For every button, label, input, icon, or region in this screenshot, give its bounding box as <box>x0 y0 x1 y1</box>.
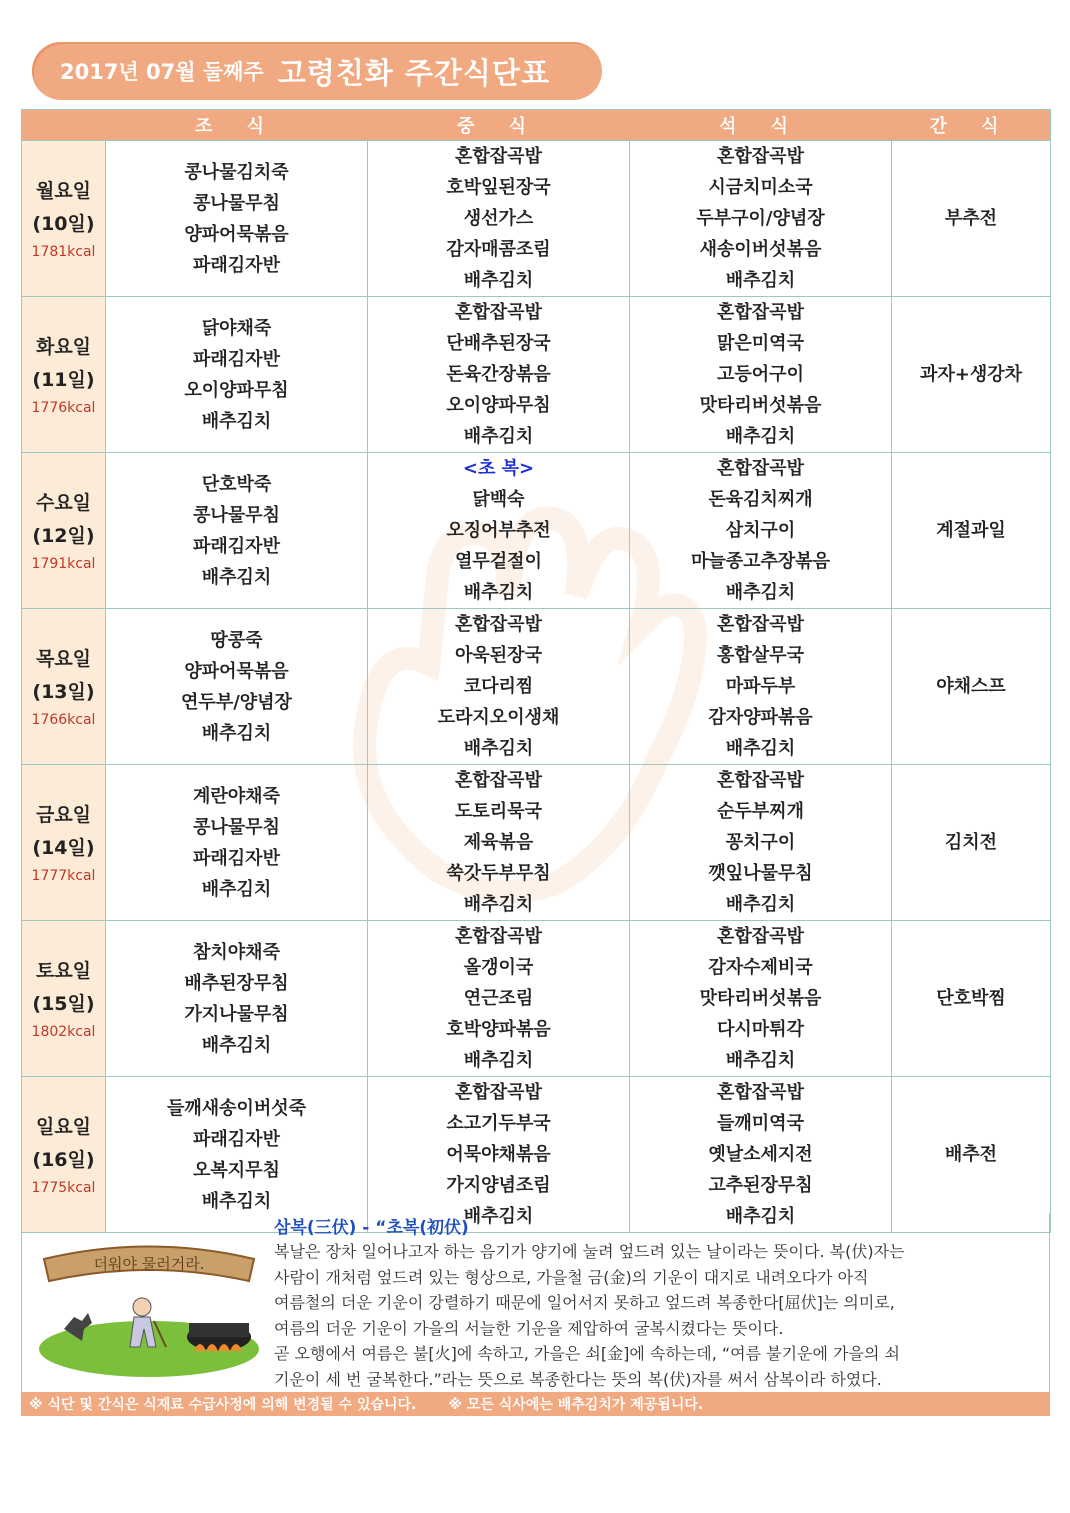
dinner-item: 배추김치 <box>725 738 796 759</box>
snack-cell <box>892 765 1051 921</box>
day-kcal: 1802kcal <box>31 1023 96 1040</box>
dinner-item: 마늘종고추장볶음 <box>690 551 831 572</box>
dinner-cell <box>630 141 892 297</box>
day-row <box>22 1077 1051 1233</box>
lunch-item: 단배추된장국 <box>446 333 551 354</box>
dinner-item: 다시마튀각 <box>717 1019 804 1040</box>
breakfast-item: 파래김자반 <box>193 535 280 557</box>
dinner-item: 배추김치 <box>725 894 796 915</box>
day-cell <box>22 1077 106 1233</box>
day-name: 월요일 <box>35 179 92 202</box>
breakfast-cell <box>106 1077 368 1233</box>
day-kcal: 1777kcal <box>31 867 96 884</box>
snack-cell <box>892 297 1051 453</box>
dinner-item: 들깨미역국 <box>717 1113 804 1134</box>
dinner-item: 맛타리버섯볶음 <box>699 395 822 416</box>
dinner-item: 혼합잡곡밥 <box>717 926 804 947</box>
header-dinner: 석 식 <box>630 110 892 141</box>
dinner-item: 옛날소세지전 <box>708 1144 813 1165</box>
lunch-item: 혼합잡곡밥 <box>455 302 542 323</box>
snack-cell <box>892 609 1051 765</box>
day-date: (12일) <box>32 524 95 547</box>
snack-item: 부추전 <box>944 207 998 229</box>
breakfast-item: 양파어묵볶음 <box>184 660 289 682</box>
note-line: 곧 오행에서 여름은 불[火]에 속하고, 가을은 쇠[金]에 속하는데, “여름 불기운에 가을의 쇠 <box>274 1344 900 1363</box>
lunch-item: 오이양파무침 <box>446 395 551 416</box>
day-cell <box>22 297 106 453</box>
lunch-item: 배추김치 <box>463 426 534 447</box>
day-date: (11일) <box>32 368 95 391</box>
dinner-item: 깻잎나물무침 <box>708 863 813 884</box>
breakfast-cell <box>106 297 368 453</box>
lunch-item: 배추김치 <box>463 270 534 291</box>
lunch-item: 아욱된장국 <box>455 645 542 666</box>
breakfast-item: 연두부/양념장 <box>181 691 292 713</box>
dinner-item: 시금치미소국 <box>708 177 813 198</box>
breakfast-item: 콩나물무침 <box>193 192 280 214</box>
lunch-item: 혼합잡곡밥 <box>455 926 542 947</box>
lunch-item: 혼합잡곡밥 <box>455 1082 542 1103</box>
breakfast-item: 땅콩죽 <box>210 629 263 651</box>
note-paragraph <box>274 1239 1044 1392</box>
dinner-item: 새송이버섯볶음 <box>699 239 822 260</box>
lunch-cell <box>368 141 630 297</box>
lunch-item: 제육볶음 <box>463 832 534 853</box>
breakfast-cell <box>106 921 368 1077</box>
lunch-item: 쑥갓두부무침 <box>446 863 551 884</box>
dinner-item: 배추김치 <box>725 1050 796 1071</box>
day-kcal: 1776kcal <box>31 399 96 416</box>
lunch-item: 혼합잡곡밥 <box>455 770 542 791</box>
lunch-item: 가지양념조림 <box>446 1175 551 1196</box>
day-name: 화요일 <box>35 335 92 358</box>
snack-item: 단호박찜 <box>936 987 1006 1009</box>
lunch-cell <box>368 453 630 609</box>
breakfast-item: 오이양파무침 <box>184 379 289 401</box>
snack-cell <box>892 141 1051 297</box>
day-row <box>22 921 1051 1077</box>
lunch-item: 올갱이국 <box>463 957 534 978</box>
dinner-item: 혼합잡곡밥 <box>717 770 804 791</box>
page-title <box>32 42 602 100</box>
day-row <box>22 609 1051 765</box>
lunch-cell <box>368 1077 630 1233</box>
day-cell <box>22 453 106 609</box>
dinner-item: 꽁치구이 <box>725 832 796 853</box>
dinner-item: 마파두부 <box>725 676 796 697</box>
title-week: 2017년 07월 둘째주 <box>60 60 264 84</box>
day-name: 수요일 <box>35 491 92 514</box>
dinner-item: 혼합잡곡밥 <box>717 1082 804 1103</box>
breakfast-item: 파래김자반 <box>193 1128 280 1150</box>
header-breakfast: 조 식 <box>106 110 368 141</box>
dinner-item: 혼합잡곡밥 <box>717 458 804 479</box>
breakfast-item: 닭야채죽 <box>201 317 272 339</box>
note-line: 사람이 개처럼 엎드려 있는 형상으로, 가을철 금(金)의 기운이 대지로 내려오다가 아직 <box>274 1267 869 1287</box>
dinner-cell <box>630 453 892 609</box>
dinner-item: 순두부찌개 <box>717 801 804 822</box>
lunch-item: 도라지오이생채 <box>437 707 560 728</box>
menu-table <box>21 109 1051 1233</box>
lunch-item: 배추김치 <box>463 894 534 915</box>
day-date: (10일) <box>32 212 95 235</box>
breakfast-item: 콩나물무침 <box>193 504 280 526</box>
dinner-cell <box>630 1077 892 1233</box>
lunch-item: 혼합잡곡밥 <box>455 146 542 167</box>
snack-cell <box>892 453 1051 609</box>
lunch-item: 감자매콤조림 <box>446 239 551 260</box>
breakfast-item: 양파어묵볶음 <box>184 223 289 245</box>
breakfast-cell <box>106 765 368 921</box>
breakfast-item: 파래김자반 <box>193 254 280 276</box>
snack-cell <box>892 921 1051 1077</box>
header-row <box>22 110 1051 141</box>
dinner-item: 삼치구이 <box>725 520 796 541</box>
summer-illustration-icon <box>34 1229 264 1379</box>
breakfast-cell <box>106 453 368 609</box>
lunch-cell <box>368 297 630 453</box>
breakfast-item: 들깨새송이버섯죽 <box>166 1097 307 1119</box>
dinner-item: 배추김치 <box>725 582 796 603</box>
lunch-item: 어묵야채볶음 <box>446 1144 551 1165</box>
lunch-item: 배추김치 <box>463 1050 534 1071</box>
lunch-item: 코다리찜 <box>463 676 534 697</box>
day-row <box>22 765 1051 921</box>
lunch-cell <box>368 765 630 921</box>
day-row <box>22 141 1051 297</box>
lunch-item: 소고기두부국 <box>446 1113 551 1134</box>
day-date: (14일) <box>32 836 95 859</box>
lunch-item: 호박잎된장국 <box>446 177 551 198</box>
dinner-cell <box>630 609 892 765</box>
lunch-item: 생선가스 <box>463 208 534 229</box>
snack-item: 야채스프 <box>936 675 1006 697</box>
title-main: 고령친화 주간식단표 <box>277 55 550 90</box>
lunch-item: 오징어부추전 <box>446 520 551 541</box>
dinner-item: 혼합잡곡밥 <box>717 146 804 167</box>
lunch-item: 연근조림 <box>463 988 534 1009</box>
breakfast-item: 배추된장무침 <box>184 972 289 994</box>
day-cell <box>22 921 106 1077</box>
breakfast-item: 콩나물무침 <box>193 816 280 838</box>
header-snack: 간 식 <box>892 110 1051 141</box>
snack-cell <box>892 1077 1051 1233</box>
day-name: 일요일 <box>35 1115 92 1138</box>
lunch-item: 배추김치 <box>463 582 534 603</box>
lunch-cell <box>368 921 630 1077</box>
dinner-item: 배추김치 <box>725 426 796 447</box>
footer-notice <box>21 1392 1050 1416</box>
dinner-item: 감자양파볶음 <box>708 707 813 728</box>
breakfast-item: 배추김치 <box>201 1190 272 1212</box>
day-date: (16일) <box>32 1148 95 1171</box>
breakfast-item: 배추김치 <box>201 722 272 744</box>
snack-item: 과자+생강차 <box>919 363 1023 385</box>
breakfast-item: 배추김치 <box>201 878 272 900</box>
dinner-item: 홍합살무국 <box>717 645 804 666</box>
breakfast-item: 참치야채죽 <box>193 941 280 963</box>
lunch-item: 도토리묵국 <box>455 801 542 822</box>
note-line: 여름의 더운 기운이 가을의 서늘한 기운을 제압하여 굴복시켰다는 뜻이다. <box>274 1318 784 1338</box>
lunch-item: <초 복> <box>462 458 535 479</box>
note-line: 복날은 장차 일어나고자 하는 음기가 양기에 눌려 엎드려 있는 날이라는 뜻이다. 복(伏)자는 <box>274 1242 905 1261</box>
snack-item: 김치전 <box>944 831 998 853</box>
breakfast-item: 오복지무침 <box>193 1159 280 1181</box>
day-cell <box>22 765 106 921</box>
breakfast-item: 배추김치 <box>201 566 272 588</box>
lunch-item: 호박양파볶음 <box>446 1019 551 1040</box>
dinner-item: 고추된장무침 <box>708 1175 813 1196</box>
day-name: 토요일 <box>35 959 92 982</box>
dinner-item: 맑은미역국 <box>717 333 804 354</box>
lunch-item: 배추김치 <box>463 738 534 759</box>
dinner-item: 두부구이/양념장 <box>696 208 825 229</box>
dinner-item: 감자수제비국 <box>708 957 813 978</box>
breakfast-item: 가지나물무침 <box>184 1003 289 1025</box>
dinner-item: 고등어구이 <box>717 364 804 385</box>
day-date: (15일) <box>32 992 95 1015</box>
breakfast-cell <box>106 141 368 297</box>
note-line: 여름철의 더운 기운이 강렬하기 때문에 일어서지 못하고 엎드려 복종한다[屈伏]는 의미로, <box>274 1293 895 1312</box>
lunch-item: 열무겉절이 <box>455 551 542 572</box>
note-heading: 삼복(三伏) - “초복(初伏) <box>274 1218 469 1238</box>
lunch-item: 배추김치 <box>463 1206 534 1227</box>
day-name: 목요일 <box>35 647 92 670</box>
footer-left: ※ 식단 및 간식은 식재료 수급사정에 의해 변경될 수 있습니다. <box>29 1397 417 1413</box>
day-cell <box>22 609 106 765</box>
day-date: (13일) <box>32 680 95 703</box>
day-kcal: 1791kcal <box>31 555 96 572</box>
day-row <box>22 297 1051 453</box>
info-box <box>21 1213 1050 1393</box>
day-kcal: 1775kcal <box>31 1179 96 1196</box>
lunch-item: 돈육간장볶음 <box>446 364 551 385</box>
dinner-cell <box>630 765 892 921</box>
dinner-item: 돈육김치찌개 <box>708 489 813 510</box>
header-lunch: 중 식 <box>368 110 630 141</box>
breakfast-cell <box>106 609 368 765</box>
dinner-cell <box>630 297 892 453</box>
dinner-item: 혼합잡곡밥 <box>717 614 804 635</box>
breakfast-item: 콩나물김치죽 <box>184 161 289 183</box>
day-row <box>22 453 1051 609</box>
snack-item: 계절과일 <box>936 519 1006 541</box>
breakfast-item: 계란야채죽 <box>193 785 280 807</box>
lunch-item: 닭백숙 <box>472 489 525 510</box>
dinner-cell <box>630 921 892 1077</box>
dinner-item: 혼합잡곡밥 <box>717 302 804 323</box>
day-cell <box>22 141 106 297</box>
footer-right: ※ 모든 식사에는 배추김치가 제공됩니다. <box>448 1397 704 1413</box>
dinner-item: 배추김치 <box>725 1206 796 1227</box>
breakfast-item: 파래김자반 <box>193 847 280 869</box>
note-line: 기운이 세 번 굴복한다.”라는 뜻으로 복종한다는 뜻의 복(伏)자를 써서 삼복이라 하였다. <box>274 1369 882 1389</box>
breakfast-item: 파래김자반 <box>193 348 280 370</box>
lunch-cell <box>368 609 630 765</box>
day-kcal: 1766kcal <box>31 711 96 728</box>
day-kcal: 1781kcal <box>31 243 96 260</box>
dinner-item: 배추김치 <box>725 270 796 291</box>
breakfast-item: 단호박죽 <box>201 473 272 495</box>
breakfast-item: 배추김치 <box>201 1034 272 1056</box>
sign-text: 더워야 물러거라. <box>93 1255 205 1273</box>
lunch-item: 혼합잡곡밥 <box>455 614 542 635</box>
header-day <box>22 110 106 141</box>
breakfast-item: 배추김치 <box>201 410 272 432</box>
snack-item: 배추전 <box>944 1143 998 1165</box>
dinner-item: 맛타리버섯볶음 <box>699 988 822 1009</box>
day-name: 금요일 <box>35 803 92 826</box>
